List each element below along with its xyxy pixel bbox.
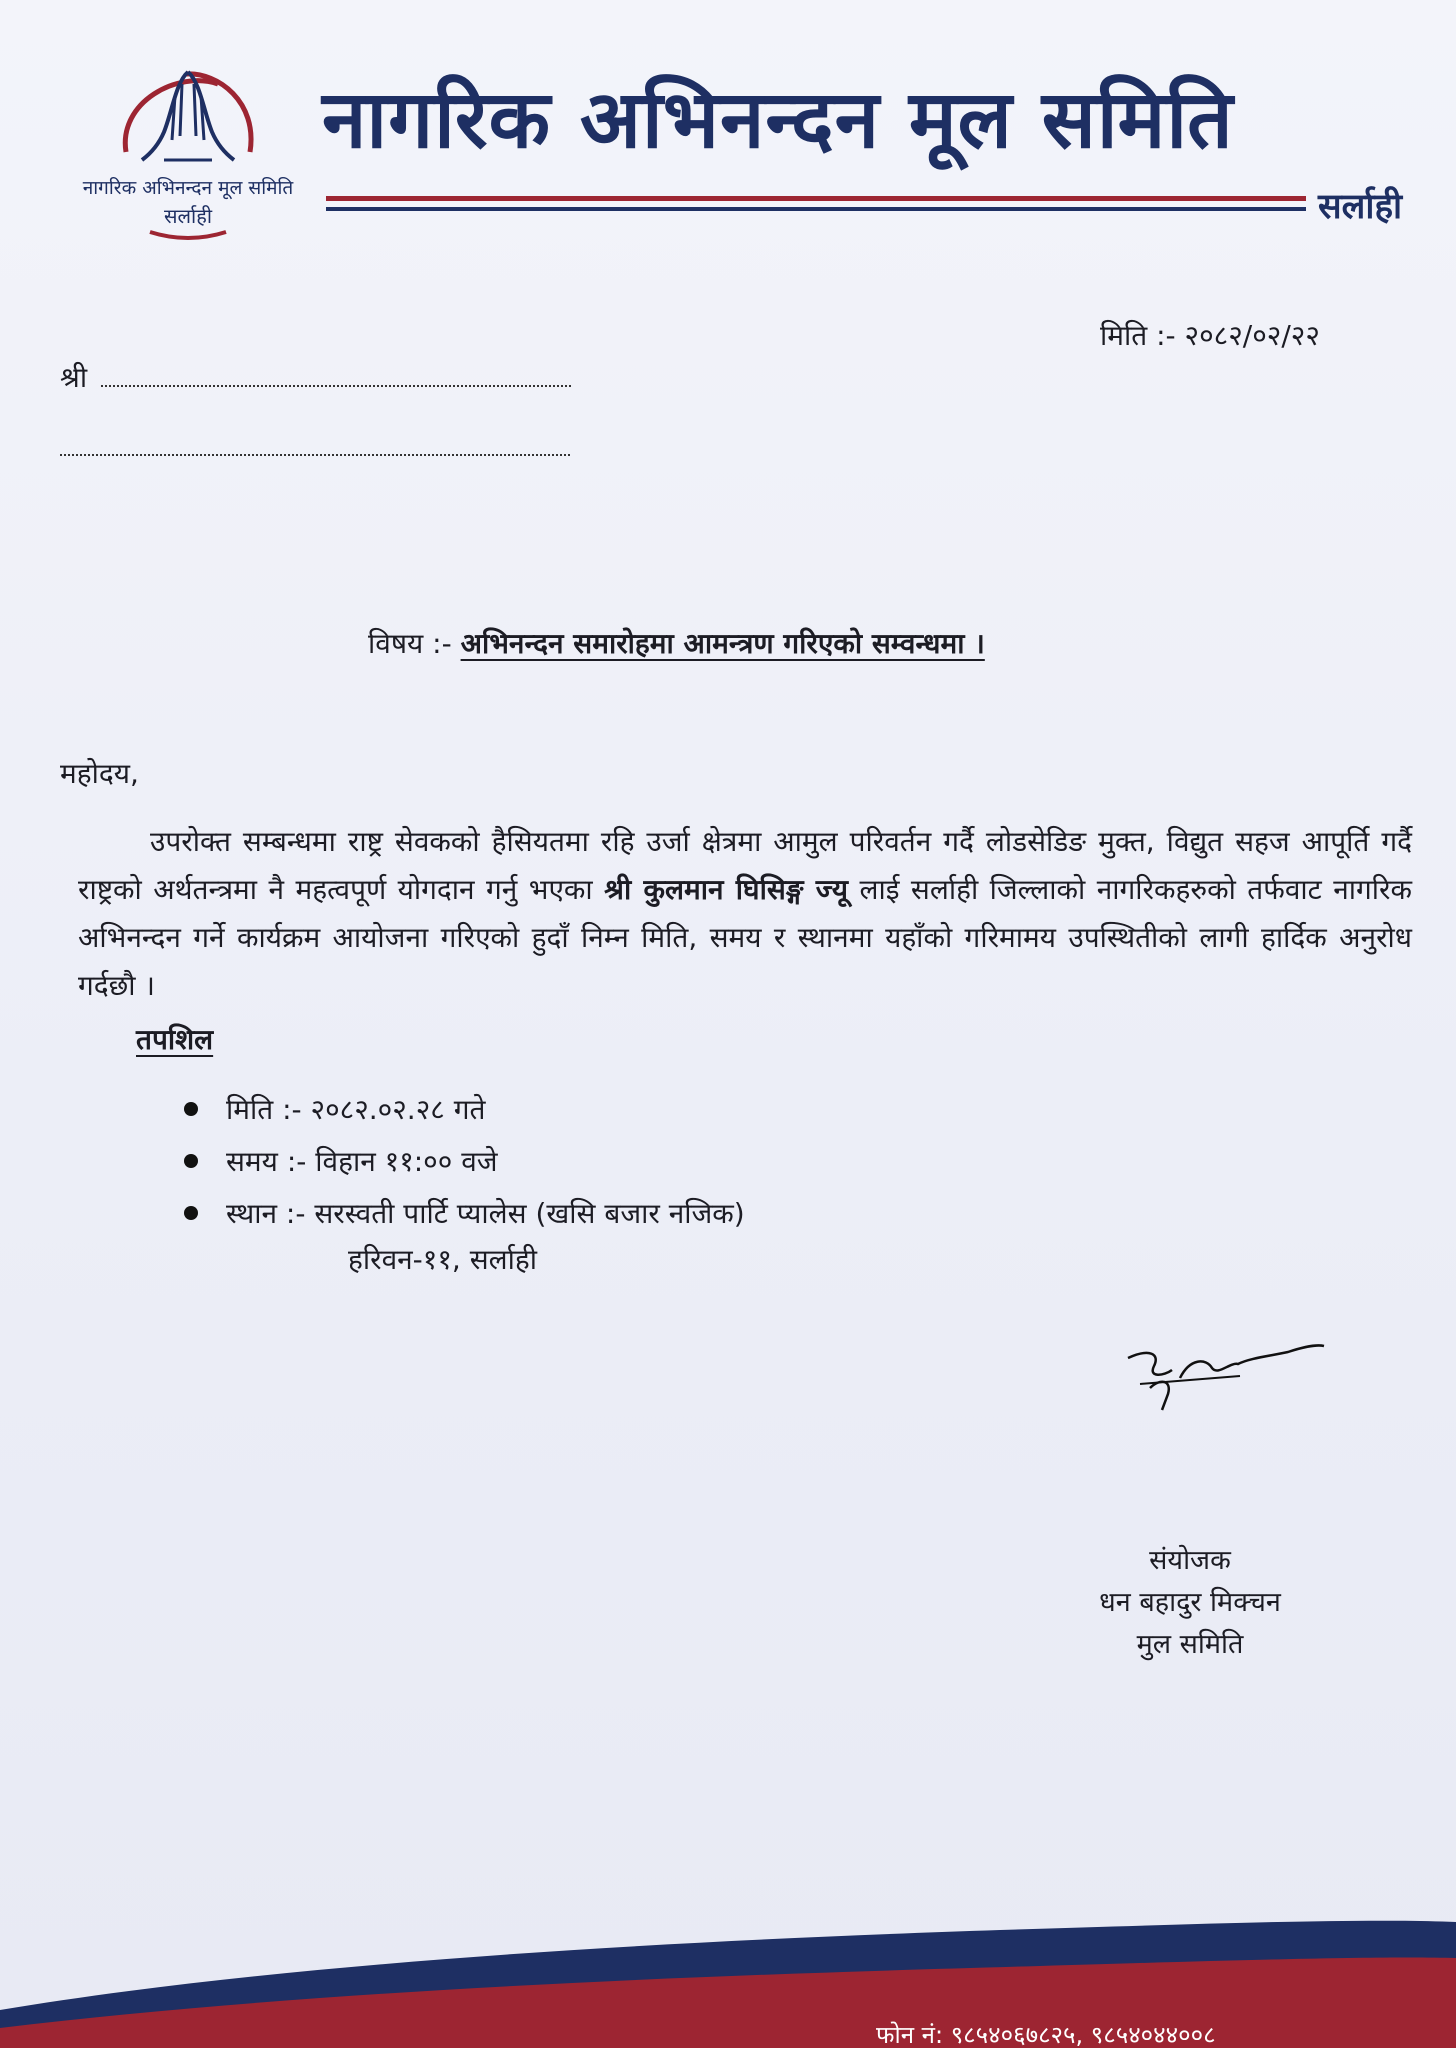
body-paragraph (78, 818, 1412, 1010)
body-text-2: लाई सर्लाही जिल्लाको नागरिकहरुको तर्फवाट नागरिक अभिनन्दन गर्ने कार्यक्रम आयोजना गरिएको हुदाँ निम्न मिति, समय र स्थानमा यहाँको गरिमामय उपस्थितीको लागी हार्दिक अनुरोध गर्दछौ । (78, 873, 1412, 1002)
committee-logo (68, 62, 308, 242)
signatory-role: संयोजक (1149, 1545, 1231, 1576)
signature-image (1120, 1318, 1330, 1418)
footer-wave (0, 1900, 1456, 2048)
logo-district: सर्लाही (163, 204, 213, 228)
footer-phone: फोन नं: ९८५४०६७८२५, ९८५४०४४००८ (876, 2021, 1216, 2048)
details-item-text: समय :- विहान ११:०० वजे (226, 1145, 498, 1178)
details-item-text: मिति :- २०८२.०२.२८ गते (226, 1093, 486, 1126)
details-list (180, 1090, 745, 1278)
signatory-block (1080, 1540, 1300, 1666)
folded-hands-icon (68, 62, 308, 174)
subject-line (368, 624, 985, 662)
venue-line-2: हरिवन-११, सर्लाही (348, 1243, 537, 1276)
header-rule-red (326, 196, 1306, 201)
recipient-prefix: श्री (60, 361, 88, 394)
recipient-line-2 (60, 450, 570, 456)
details-item-venue (180, 1194, 745, 1246)
salutation: महोदय, (60, 757, 139, 790)
bullet-icon (184, 1206, 198, 1220)
honoree-name: श्री कुलमान घिसिङ्ग ज्यू (604, 873, 849, 906)
body-text-1: उपरोक्त सम्बन्धमा राष्ट्र सेवकको हैसियतमा रहि उर्जा क्षेत्रमा आमुल परिवर्तन गर्दै लोडसेडिङ मुक्त, विद्युत सहज आपूर्ति गर्दै राष्ट्रको अर्थतन्त्रमा नै महत्वपूर्ण योगदान गर्नु भएका (78, 825, 1412, 906)
recipient-line-1 (60, 358, 571, 396)
details-item-date (180, 1090, 745, 1142)
letter-date: मिति :- २०८२/०२/२२ (1100, 319, 1320, 352)
recipient-blank (101, 361, 571, 387)
details-item-time (180, 1142, 745, 1194)
subject-text: अभिनन्दन समारोहमा आमन्त्रण गरिएको सम्वन्धमा । (460, 627, 985, 660)
org-title: नागरिक अभिनन्दन मूल समिति (322, 73, 1234, 166)
details-item-text: स्थान :- सरस्वती पार्टि प्यालेस (खसि बजार नजिक) (226, 1197, 745, 1230)
signatory-committee: मुल समिति (1136, 1629, 1244, 1660)
header-rule-blue (326, 207, 1306, 211)
bullet-icon (184, 1154, 198, 1168)
bullet-icon (184, 1102, 198, 1116)
logo-swoosh-icon (148, 230, 228, 242)
logo-caption: नागरिक अभिनन्दन मूल समिति (82, 177, 294, 199)
org-district: सर्लाही (1318, 187, 1403, 227)
details-heading: तपशिल (136, 1023, 214, 1056)
signatory-name: धन बहादुर मिक्चन (1099, 1587, 1281, 1618)
subject-label: विषय :- (368, 627, 452, 660)
